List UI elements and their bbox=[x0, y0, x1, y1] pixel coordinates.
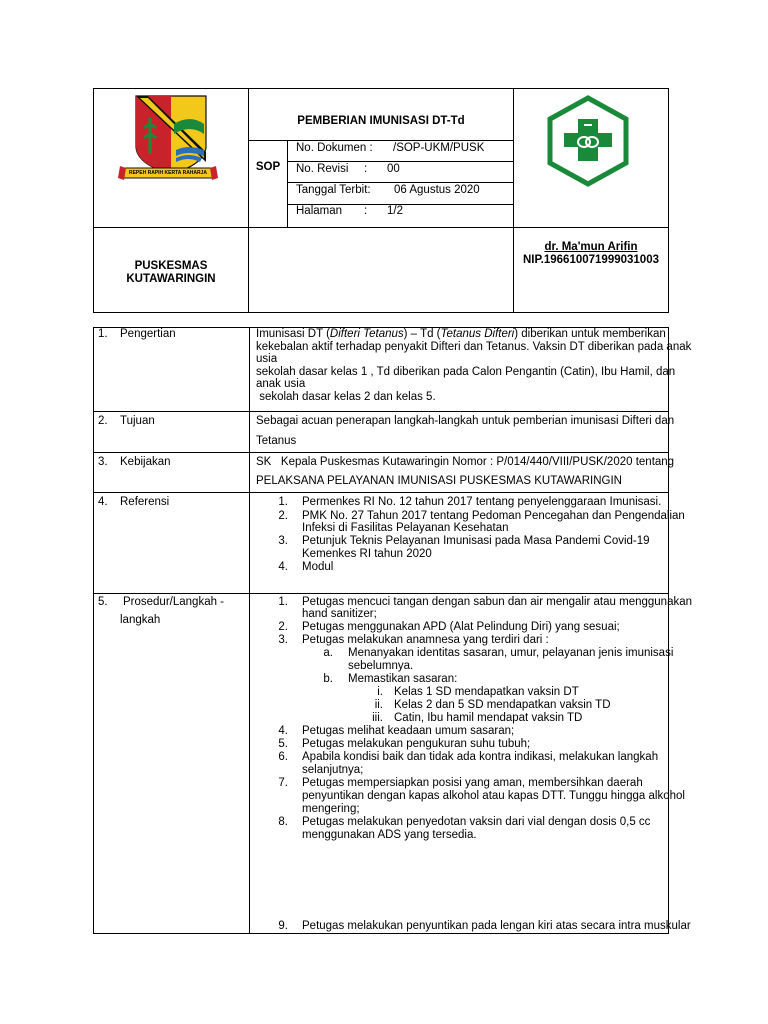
row-3-number: 3. bbox=[98, 456, 108, 468]
revision-value: 00 bbox=[387, 163, 400, 175]
row-2-line-1: Sebagai acuan penerapan langkah-langkah untuk pemberian imunisasi Difteri dan bbox=[256, 415, 675, 427]
revision-colon: : bbox=[364, 163, 368, 175]
institution-name bbox=[94, 260, 248, 286]
row-3-line-1: SK Kepala Puskesmas Kutawaringin Nomor : P/014/440/VIII/PUSK/2020 tentang bbox=[256, 456, 675, 468]
institution-line-1: PUSKESMAS bbox=[134, 260, 208, 272]
divider bbox=[93, 411, 669, 412]
substep-text: Memastikan sasaran: bbox=[348, 673, 458, 685]
divider bbox=[93, 593, 669, 594]
step-text: Apabila kondisi baik dan tidak ada kontra indikasi, melakukan langkah bbox=[302, 751, 659, 763]
text-line: sekolah dasar kelas 2 dan kelas 5. bbox=[256, 390, 436, 403]
substep-letter: a. bbox=[323, 647, 333, 659]
row-2-number: 2. bbox=[98, 415, 108, 427]
roman-item-text: Kelas 1 SD mendapatkan vaksin DT bbox=[394, 686, 579, 698]
institution-line-2: KUTAWARINGIN bbox=[126, 273, 216, 285]
step-text: Petugas melakukan penyedotan vaksin dari vial dengan dosis 0,5 cc bbox=[302, 816, 651, 828]
reference-item-number: 4. bbox=[278, 561, 288, 573]
step-number: 1. bbox=[278, 596, 288, 608]
roman-item-text: Kelas 2 dan 5 SD mendapatkan vaksin TD bbox=[394, 699, 611, 711]
page-value: 1/2 bbox=[387, 205, 403, 217]
document-title: PEMBERIAN IMUNISASI DT-Td bbox=[297, 115, 465, 127]
doc-number-label: No. Dokumen : bbox=[296, 142, 373, 154]
roman-item-text: Catin, Ibu hamil mendapat vaksin TD bbox=[394, 712, 583, 724]
text-line: anak usia bbox=[256, 378, 306, 390]
reference-item-cont: Kemenkes RI tahun 2020 bbox=[302, 548, 432, 560]
row-3-line-2: PELAKSANA PELAYANAN IMUNISASI PUSKESMAS KUTAWARINGIN bbox=[256, 475, 622, 487]
step-text: Petugas mencuci tangan dengan sabun dan air mengalir atau menggunakan bbox=[302, 596, 693, 608]
substep-text: Menanyakan identitas sasaran, umur, pelayanan jenis imunisasi bbox=[348, 647, 674, 659]
reference-item: PMK No. 27 Tahun 2017 tentang Pedoman Pencegahan dan Pengendalian bbox=[302, 510, 685, 522]
signer-nip: NIP.196610071999031003 bbox=[522, 254, 659, 266]
reference-item-number: 2. bbox=[278, 510, 288, 522]
health-cross-icon bbox=[546, 95, 630, 187]
step-text: Petugas menggunakan APD (Alat Pelindung Diri) yang sesuai; bbox=[302, 621, 620, 633]
step-number: 3. bbox=[278, 634, 288, 646]
reference-item-number: 3. bbox=[278, 535, 288, 547]
doc-number-value: /SOP-UKM/PUSK bbox=[393, 142, 485, 154]
puskesmas-logo bbox=[546, 95, 630, 187]
issue-date-value: 06 Agustus 2020 bbox=[394, 184, 480, 196]
step-text-cont: mengering; bbox=[302, 803, 360, 815]
step-text-cont: selanjutnya; bbox=[302, 764, 364, 776]
row-3-label: Kebijakan bbox=[120, 456, 171, 468]
roman-numeral: i. bbox=[377, 686, 383, 698]
reference-item: Petunjuk Teknis Pelayanan Imunisasi pada Masa Pandemi Covid-19 bbox=[302, 535, 650, 547]
page-label: Halaman bbox=[296, 205, 343, 217]
text-line: sekolah dasar kelas 1 , Td diberikan pada Calon Pengantin (Catin), Ibu Hamil, dan bbox=[256, 365, 676, 378]
step-text: Petugas melakukan pengukuran suhu tubuh; bbox=[302, 738, 531, 750]
sop-label: SOP bbox=[255, 161, 281, 173]
text-line: kekebalan aktif terhadap penyakit Difteri dan Tetanus. Vaksin DT diberikan pada anak bbox=[256, 340, 692, 353]
text-segment: ) diberikan untuk memberikan bbox=[514, 328, 666, 340]
reference-item-cont: Infeksi di Fasilitas Pelayanan Kesehatan bbox=[302, 522, 509, 534]
emblem-banner-text: REPEH RAPIH KERTA RAHARJA bbox=[128, 170, 208, 176]
divider bbox=[249, 327, 250, 934]
divider bbox=[93, 227, 669, 228]
step-number: 9. bbox=[278, 920, 288, 932]
substep-letter: b. bbox=[323, 673, 333, 685]
row-1-number: 1. bbox=[98, 328, 108, 340]
text-segment: ) – Td ( bbox=[403, 328, 441, 340]
row-5-label-line-1: Prosedur/Langkah - bbox=[123, 596, 225, 608]
divider bbox=[93, 492, 669, 493]
divider bbox=[287, 182, 514, 183]
row-5-number: 5. bbox=[98, 596, 108, 608]
row-1-label: Pengertian bbox=[120, 328, 176, 340]
roman-numeral: iii. bbox=[372, 712, 383, 724]
text-segment: Imunisasi DT ( bbox=[256, 328, 330, 340]
step-number: 6. bbox=[278, 751, 288, 763]
reference-item: Modul bbox=[302, 561, 334, 573]
text-line: usia bbox=[256, 353, 278, 365]
row-4-number: 4. bbox=[98, 496, 108, 508]
step-text: Petugas melakukan anamnesa yang terdiri dari : bbox=[302, 634, 549, 646]
substep-text-cont: sebelumnya. bbox=[348, 660, 414, 672]
divider bbox=[287, 161, 514, 162]
issue-date-label: Tanggal Terbit: bbox=[296, 184, 371, 196]
divider bbox=[287, 140, 288, 228]
row-5-label-line-2: langkah bbox=[120, 614, 161, 626]
page-colon: : bbox=[364, 205, 368, 217]
text-italic: Tetanus Difteri bbox=[440, 328, 515, 340]
regency-emblem-logo bbox=[118, 94, 218, 186]
row-1-content bbox=[256, 328, 692, 403]
step-text: Petugas mempersiapkan posisi yang aman, membersihkan daerah bbox=[302, 777, 643, 789]
step-number: 2. bbox=[278, 621, 288, 633]
step-text: Petugas melihat keadaan umum sasaran; bbox=[302, 725, 515, 737]
step-text: Petugas melakukan penyuntikan pada lengan kiri atas secara intra muskular bbox=[302, 920, 691, 932]
step-number: 8. bbox=[278, 816, 288, 828]
step-number: 5. bbox=[278, 738, 288, 750]
signer-name: dr. Ma'mun Arifin bbox=[544, 241, 638, 253]
roman-numeral: ii. bbox=[374, 699, 383, 711]
revision-label: No. Revisi bbox=[296, 163, 349, 175]
step-number: 4. bbox=[278, 725, 288, 737]
divider bbox=[513, 88, 514, 313]
step-number: 7. bbox=[278, 777, 288, 789]
step-text-cont: hand sanitizer; bbox=[302, 608, 377, 620]
step-text-cont: penyuntikan dengan kapas alkohol atau kapas DTT. Tunggu hingga alkohol bbox=[302, 790, 685, 802]
step-text-cont: menggunakan ADS yang tersedia. bbox=[302, 829, 477, 841]
reference-item-number: 1. bbox=[278, 496, 288, 508]
row-2-label: Tujuan bbox=[120, 415, 155, 427]
reference-item: Permenkes RI No. 12 tahun 2017 tentang penyelenggaraan Imunisasi. bbox=[302, 496, 662, 508]
divider bbox=[93, 452, 669, 453]
text-italic: Difteri Tetanus bbox=[329, 328, 404, 340]
row-2-line-2: Tetanus bbox=[256, 435, 297, 447]
row-4-label: Referensi bbox=[120, 496, 170, 508]
